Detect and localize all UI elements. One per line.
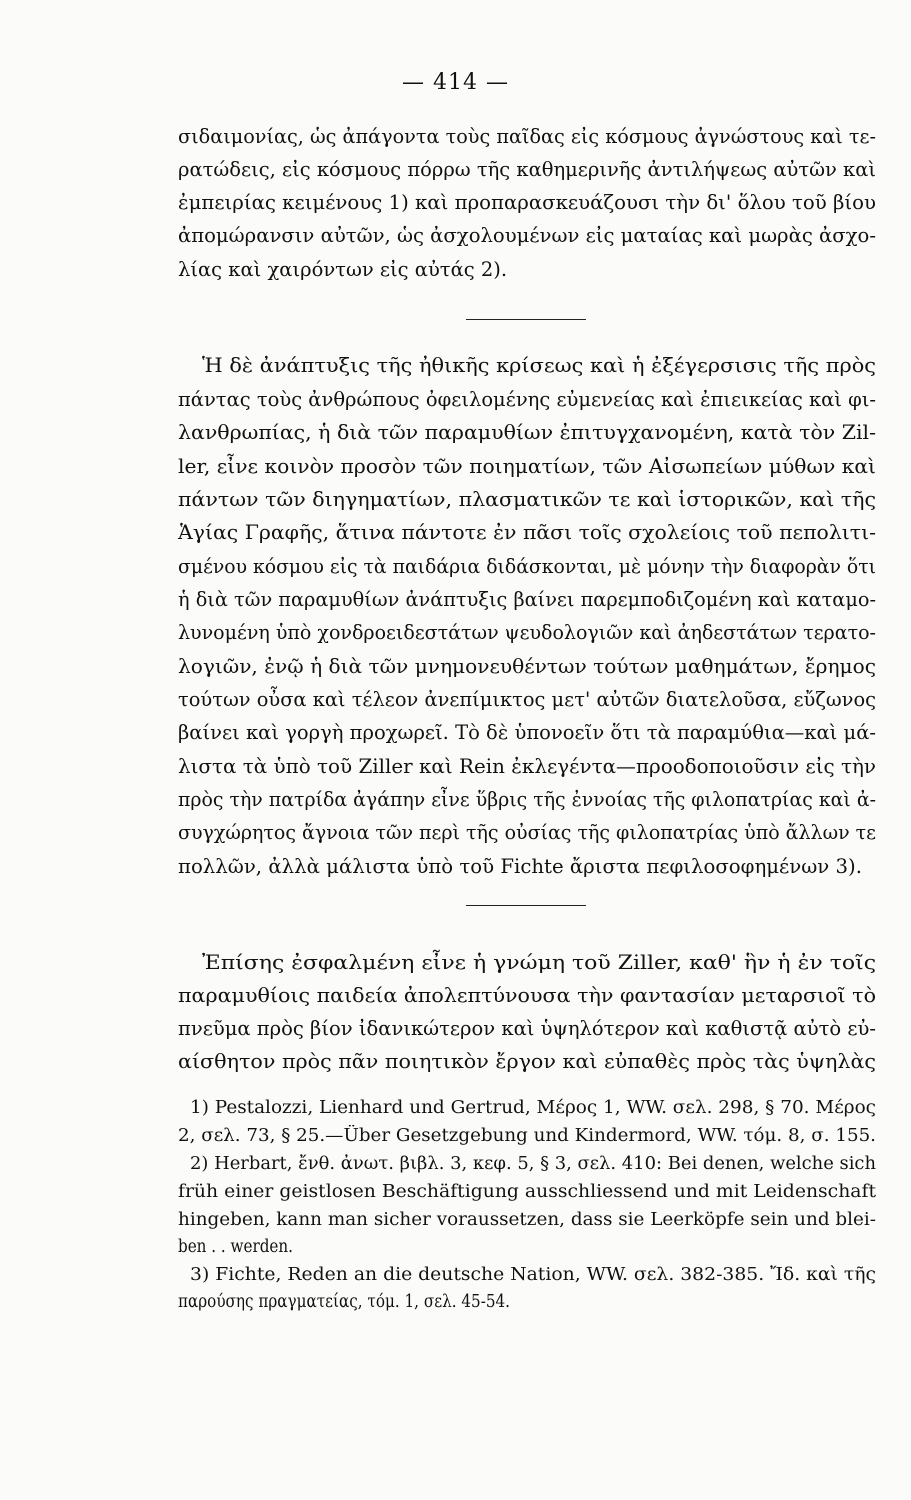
paragraph2-line: λογιῶν, ἐνῷ ἡ διὰ τῶν μνημονευθέντων τούτων μαθημάτων, ἔρημος — [178, 655, 876, 678]
paragraph2-line: σμένου κόσμου εἰς τὰ παιδάρια διδάσκονται, μὲ μόνην τὴν διαφορὰν ὅτι — [178, 555, 876, 578]
paragraph2-line: Ἁγίας Γραφῆς, ἅτινα πάντοτε ἐν πᾶσι τοῖς σχολείοις τοῦ πεπολιτι- — [178, 521, 876, 544]
footnotes-line: ben . . werden. — [178, 1237, 293, 1257]
paragraph1-line: ἐμπειρίας κειμένους 1) καὶ προπαρασκευάζουσι τὴν δι' ὅλου τοῦ βίου — [178, 191, 876, 214]
separator-rule-1 — [466, 319, 586, 320]
paragraph3-line: αίσθητον πρὸς πᾶν ποιητικὸν ἔργον καὶ εὐπαθὲς πρὸς τὰς ὑψηλὰς — [178, 1050, 876, 1073]
paragraph2-line: πάντων τῶν διηγηματίων, πλασματικῶν τε καὶ ἱστορικῶν, καὶ τῆς — [178, 488, 876, 511]
paragraph2-line: πάντας τοὺς ἀνθρώπους ὀφειλομένης εὐμενείας καὶ ἐπιεικείας καὶ φι- — [178, 388, 876, 411]
paragraph1-line: λίας καὶ χαιρόντων εἰς αὐτάς 2). — [178, 258, 508, 281]
paragraph1-line: ρατώδεις, εἰς κόσμους πόρρω τῆς καθημερινῆς ἀντιλήψεως αὐτῶν καὶ — [178, 158, 876, 181]
paragraph3-line: πνεῦμα πρὸς βίον ἰδανικώτερον καὶ ὑψηλότερον καὶ καθιστᾷ αὐτὸ εὐ- — [178, 1017, 876, 1040]
paragraph2-line: πρὸς τὴν πατρίδα ἀγάπην εἶνε ὕβρις τῆς ἐννοίας τῆς φιλοπατρίας καὶ ἀ- — [178, 788, 876, 811]
separator-rule-2 — [466, 905, 586, 906]
paragraph1-line: ἀπομώρανσιν αὐτῶν, ὡς ἀσχολουμένων εἰς ματαίας καὶ μωρὰς ἀσχο- — [178, 224, 876, 247]
paragraph2-line: ἡ διὰ τῶν παραμυθίων ἀνάπτυξις βαίνει παρεμποδιζομένη καὶ καταμο- — [178, 588, 876, 611]
footnotes-line: hingeben, kann man sicher voraussetzen, dass sie Leerköpfe sein und blei- — [178, 1210, 876, 1230]
paragraph2-line: λυνομένη ὑπὸ χονδροειδεστάτων ψευδολογιῶν καὶ ἀηδεστάτων τερατο- — [178, 621, 876, 644]
paragraph2-line: τούτων οὖσα καὶ τέλεον ἀνεπίμικτος μετ' αὐτῶν διατελοῦσα, εὔζωνος — [178, 688, 876, 711]
paragraph2-line: λανθρωπίας, ἡ διὰ τῶν παραμυθίων ἐπιτυγχανομένη, κατὰ τὸν Zil- — [178, 421, 876, 444]
paragraph3-line: παραμυθίοις παιδεία ἀπολεπτύνουσα τὴν φαντασίαν μεταρσιοῖ τὸ — [178, 984, 876, 1007]
footnotes-line: früh einer geistlosen Beschäftigung ausschliessend und mit Leidenschaft — [178, 1182, 876, 1202]
footnotes-line: 1) Pestalozzi, Lienhard und Gertrud, Μέρος 1, WW. σελ. 298, § 70. Μέρος — [190, 1098, 876, 1118]
paragraph2-line: συγχώρητος ἄγνοια τῶν περὶ τῆς οὐσίας τῆς φιλοπατρίας ὑπὸ ἄλλων τε — [178, 821, 876, 844]
paragraph1-line: σιδαιμονίας, ὡς ἀπάγοντα τοὺς παῖδας εἰς κόσμους ἀγνώστους καὶ τε- — [178, 125, 876, 148]
footnotes-line: παρούσης πραγματείας, τόμ. 1, σελ. 45-54. — [178, 1292, 510, 1312]
paragraph2-line: Ἡ δὲ ἀνάπτυξις τῆς ἠθικῆς κρίσεως καὶ ἡ ἐξέγερσισις τῆς πρὸς — [202, 354, 876, 377]
footnotes-line: 2) Herbart, ἔνθ. ἀνωτ. βιβλ. 3, κεφ. 5, § 3, σελ. 410: Bei denen, welche sich — [190, 1154, 876, 1174]
page-number: — 414 — — [402, 70, 509, 95]
paragraph2-line: λιστα τὰ ὑπὸ τοῦ Ziller καὶ Rein ἐκλεγέντα—προοδοποιοῦσιν εἰς τὴν — [178, 755, 876, 778]
paragraph2-line: βαίνει καὶ γοργὴ προχωρεῖ. Τὸ δὲ ὑπονοεῖν ὅτι τὰ παραμύθια—καὶ μά- — [178, 721, 876, 744]
paragraph2-line: ler, εἶνε κοινὸν προσὸν τῶν ποιηματίων, τῶν Αἰσωπείων μύθων καὶ — [178, 455, 876, 478]
footnotes-line: 3) Fichte, Reden an die deutsche Nation, WW. σελ. 382-385. Ἴδ. καὶ τῆς — [190, 1265, 876, 1285]
footnotes-line: 2, σελ. 73, § 25.—Über Gesetzgebung und Kindermord, WW. τόμ. 8, σ. 155. — [178, 1126, 876, 1146]
paragraph2-line: πολλῶν, ἀλλὰ μάλιστα ὑπὸ τοῦ Fichte ἄριστα πεφιλοσοφημένων 3). — [178, 855, 862, 878]
paragraph3-line: Ἐπίσης ἐσφαλμένη εἶνε ἡ γνώμη τοῦ Ziller, καθ' ἣν ἡ ἐν τοῖς — [202, 951, 876, 974]
